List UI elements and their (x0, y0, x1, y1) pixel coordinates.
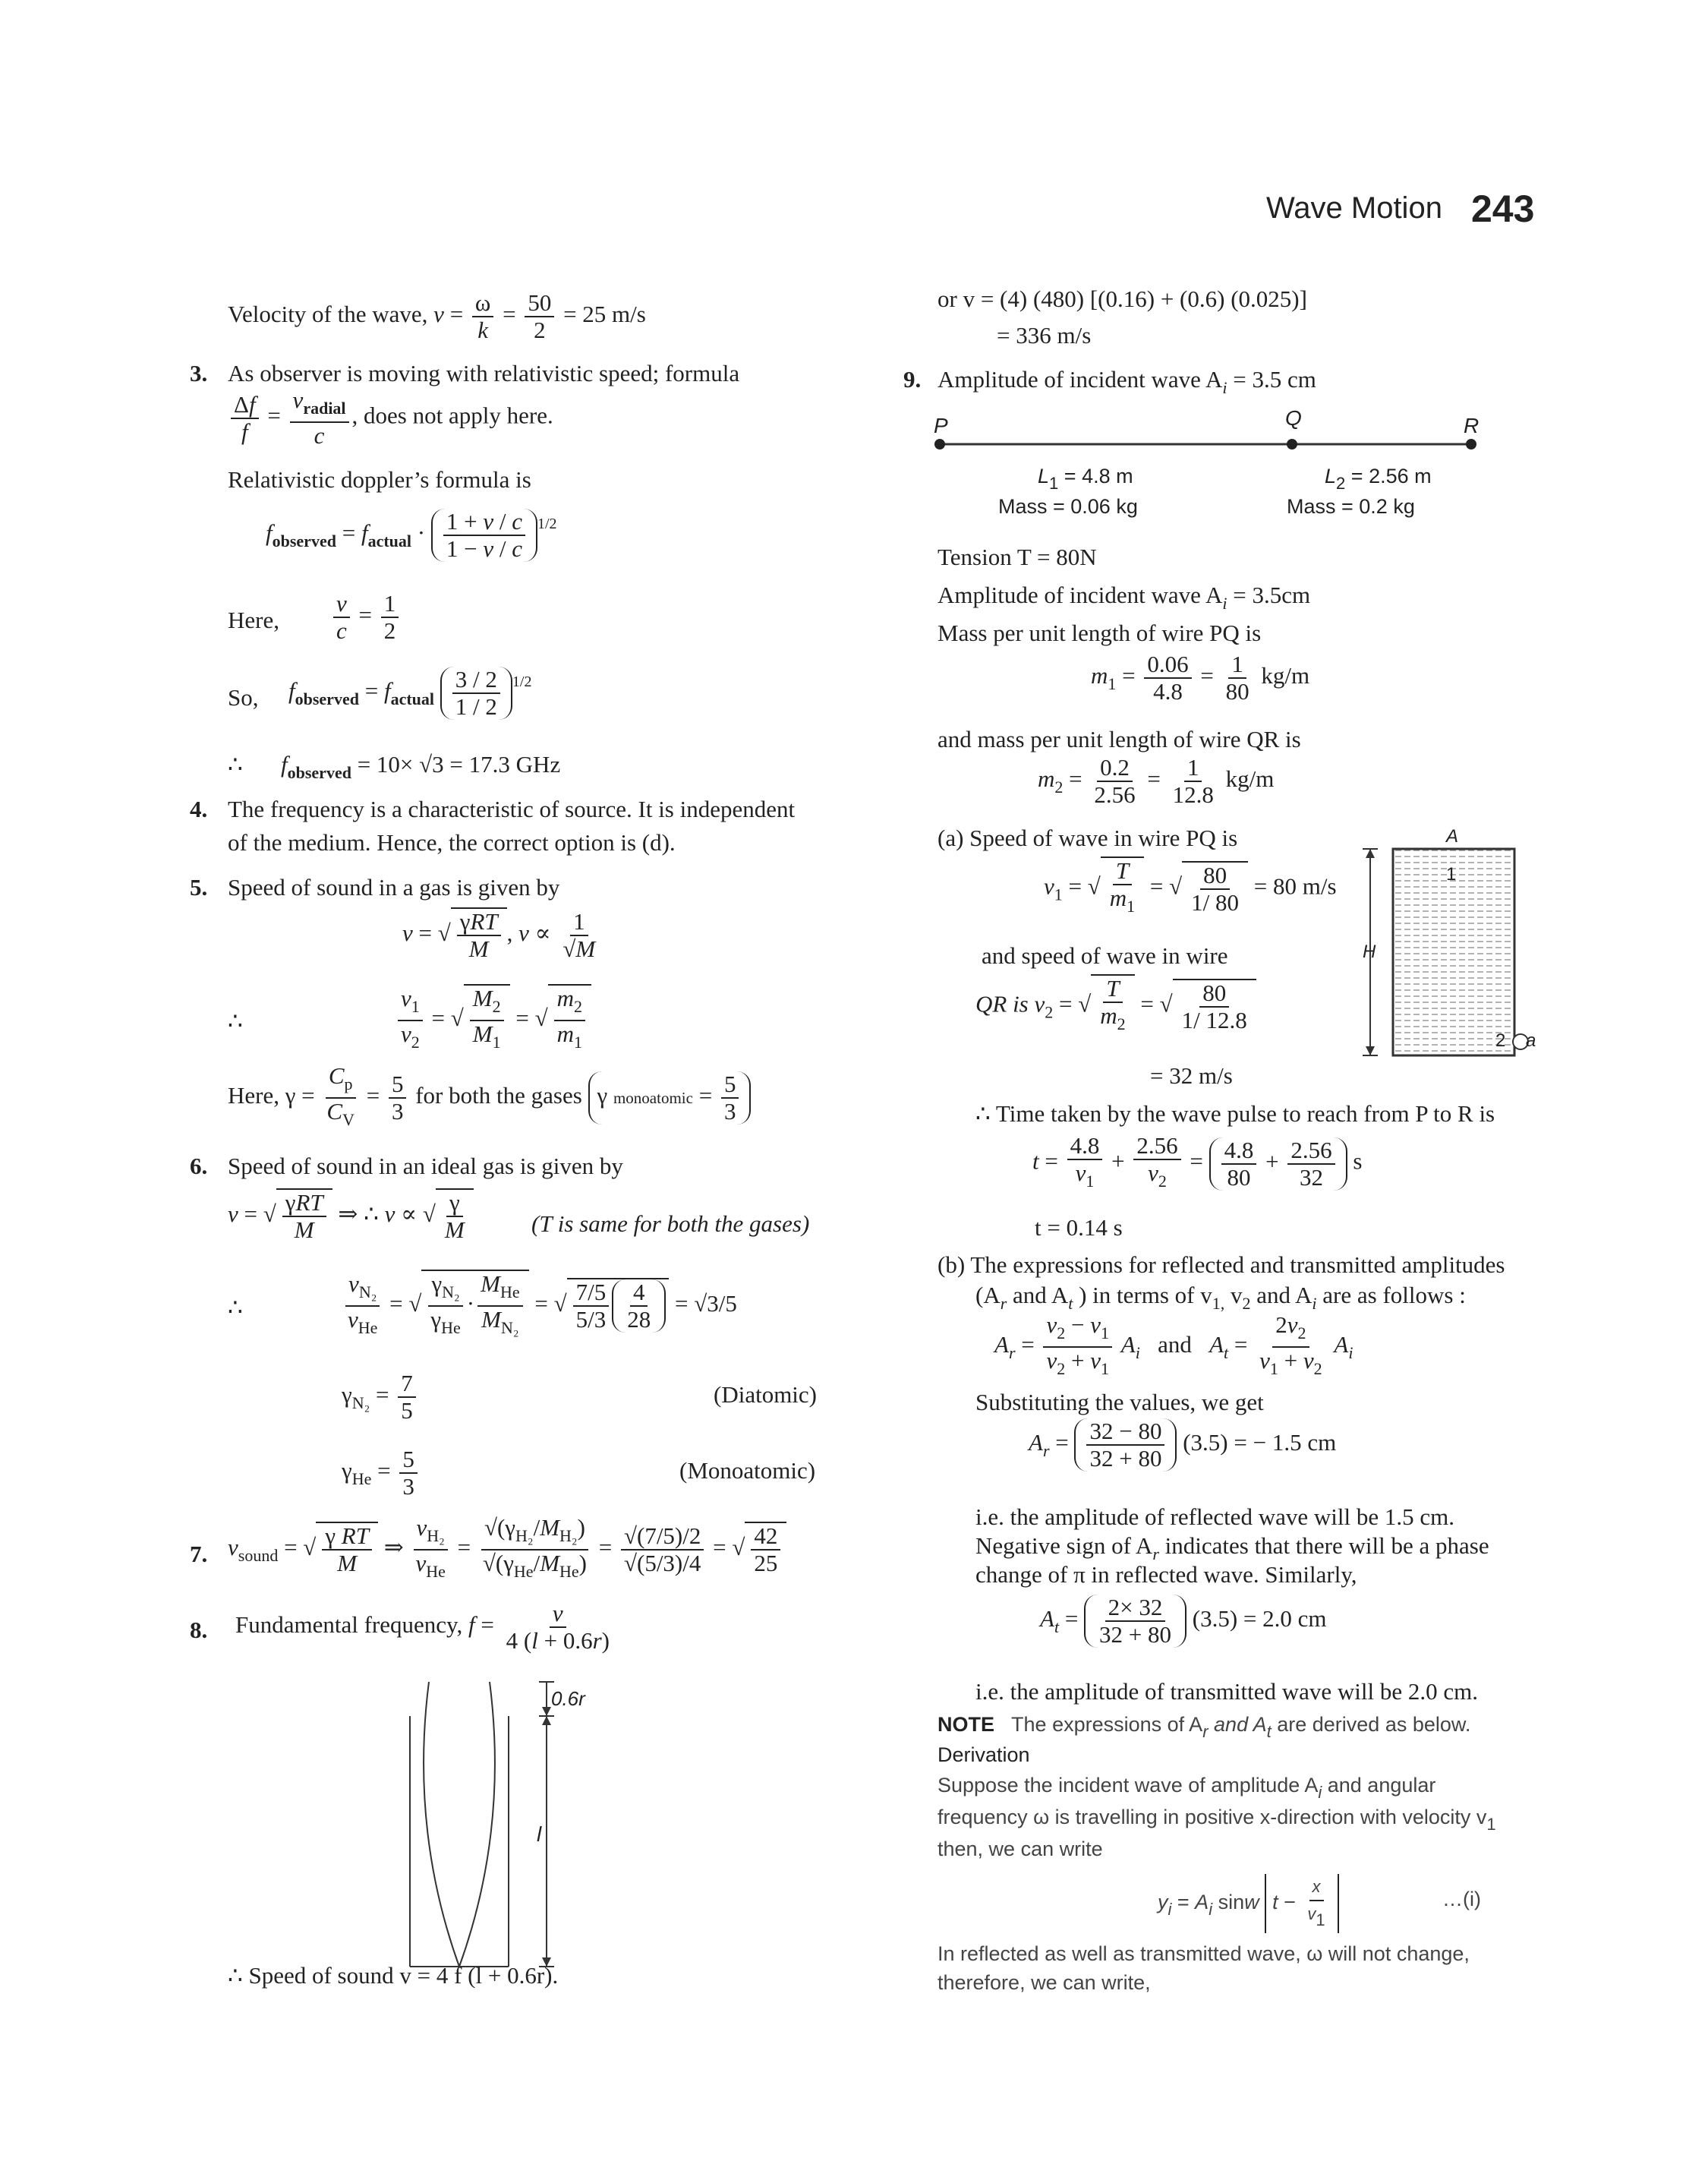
q3-text: As observer is moving with relativistic speed; formula (228, 360, 740, 386)
q9-amp: Amplitude of incident wave $A_i = 3.5$ cm (938, 366, 1316, 397)
tank-a: A (1446, 826, 1459, 847)
q7-formula: $v_{sound}$ = √ $\frac{\text{γ RT}}{M}$ ⇒ $\frac{v_{H_2}}{v_{He}}$ = $\frac{√(\gamma_{H_2}/M_{H_2})}{√(\gamma_{He}/M_{He})}$ = $\frac{√(7/5)/2}{√(5/3)/4}$ = √ $\frac{42}{25}$ (228, 1515, 786, 1585)
q6-formula: v = √ $\frac{\text{γRT}}{M}$ ⇒ ∴ v ∝ √ $\frac{\gamma}{M}$ (228, 1188, 474, 1243)
time-line: ∴ Time taken by the wave pulse to reach from P to R is (975, 1100, 1495, 1127)
q8-formula: Fundamental frequency, f = $\frac{v}{4 (l + 0.6r)}$ (235, 1600, 610, 1654)
tension: Tension T = 80N (938, 544, 1097, 570)
q5-formula: v = √ $\frac{\text{γRT}}{M}$ , v ∝ $\frac{1}{√M}$ (402, 908, 596, 962)
mass-qr: and mass per unit length of wire QR is (938, 726, 1301, 752)
q3-relativistic: Relativistic doppler’s formula is (228, 466, 531, 493)
amp-2: Amplitude of incident wave $A_i = 3.5cm$ (938, 582, 1311, 613)
or-line-2: = 336 m/s (997, 322, 1092, 349)
q5-ratio: $\frac{v_1}{v_2}$ = √ $\frac{M_2}{M_1}$ = √ $\frac{m_2}{m_1}$ (395, 984, 591, 1055)
point-r: R (1464, 414, 1480, 437)
q5-therefore: ∴ (228, 1008, 243, 1034)
tank-h: H (1363, 942, 1376, 962)
fig-l-label: l (537, 1822, 542, 1846)
q4-number: 4. (190, 796, 208, 822)
and-speed: and speed of wave in wire (982, 942, 1228, 969)
page-number: 243 (1471, 188, 1535, 230)
v1-formula: $v_1$ = √ $\frac{T}{m_1}$ = √ $\frac{80}{1/ 80}$ = 80 m/s (1044, 856, 1337, 920)
deriv-line-4: In reflected as well as transmitted wave, ω will not change, (938, 1942, 1470, 1965)
label-mass1: Mass = 0.06 kg (998, 495, 1138, 518)
q6-ratio: $\frac{v_{N_2}}{v_{He}}$ = √ $\frac{\gamma_{N_2}}{\gamma_{He}}$ · $\frac{M_{He}}{M_{N_2}}$ = √ $\frac{7/5}{5/3}$ $\frac{4}{28}$ = √3/5 (342, 1270, 737, 1341)
label-l1: $L_1 = 4.8$ m (1038, 465, 1133, 493)
ie-1a: i.e. the amplitude of reflected wave will be 1.5 cm. (975, 1503, 1454, 1530)
point-q: Q (1285, 406, 1302, 430)
m1-formula: $m_1$ = $\frac{0.06}{4.8}$ = $\frac{1}{80}$ kg/m (1091, 651, 1310, 705)
t-result: t = 0.14 s (1035, 1214, 1123, 1241)
running-title: Wave Motion (1266, 191, 1442, 225)
q6-number: 6. (190, 1153, 208, 1179)
at-result: $A_t$ = $\frac{2\times 32}{32 + 80}$ (3.5) = 2.0 cm (1040, 1594, 1327, 1648)
b-line-2: ($A_r$ and $A_t$ ) in terms of $v_{1,}$ $v_2$ and $A_i$ are as follows : (975, 1282, 1466, 1313)
q6-therefore: ∴ (228, 1294, 243, 1320)
deriv-line-3: then, we can write (938, 1838, 1103, 1860)
q3-number: 3. (190, 360, 208, 386)
monoatomic-label: (Monoatomic) (679, 1457, 816, 1484)
q8-result: ∴ Speed of sound v = 4 f (l + 0.6r). (228, 1962, 559, 1989)
substituting: Substituting the values, we get (975, 1389, 1264, 1415)
deriv-line-1: Suppose the incident wave of amplitude $A_i$ and angular (938, 1774, 1436, 1802)
derivation-heading: Derivation (938, 1743, 1030, 1766)
ie-1c: change of π in reflected wave. Similarly, (975, 1561, 1357, 1588)
v2-result: = 32 m/s (1150, 1062, 1233, 1089)
tank-1: 1 (1446, 864, 1457, 885)
mass-pq: Mass per unit length of wire PQ is (938, 620, 1262, 646)
here-label: Here, (228, 607, 279, 633)
q5-number: 5. (190, 874, 208, 901)
diatomic-label: (Diatomic) (714, 1381, 818, 1408)
q4-text-a: The frequency is a characteristic of source. It is independent (228, 796, 796, 822)
gamma-n2: $\gamma_{N_2}$ = $\frac{7}{5}$ (342, 1371, 419, 1424)
q5-text: Speed of sound in a gas is given by (228, 874, 560, 901)
q8-number: 8. (190, 1617, 208, 1643)
therefore-symbol: ∴ (228, 751, 243, 778)
so-label: So, (228, 684, 259, 711)
note-line: NOTE The expressions of $A_r$ and $A_t$ are derived as below. (938, 1713, 1471, 1741)
q6-note: (T is same for both the gases) (531, 1210, 810, 1237)
q7-number: 7. (190, 1541, 208, 1567)
q9-number: 9. (903, 366, 922, 393)
ar-at-formula: $A_r$ = $\frac{v_2 - v_1}{v_2 + v_1}$ $A_i$ and $A_t$ = $\frac{2v_2}{v_1 + v_2}$ $A_i$ (994, 1311, 1353, 1378)
label-mass2: Mass = 0.2 kg (1287, 495, 1415, 518)
q6-text: Speed of sound in an ideal gas is given by (228, 1153, 623, 1179)
tank-2: 2 (1495, 1030, 1506, 1051)
here-frac: $\frac{v}{c}$ = $\frac{1}{2}$ (330, 591, 402, 644)
v2-formula: QR is $v_2$ = √ $\frac{T}{m_2}$ = √ $\frac{80}{1/ 12.8}$ (975, 974, 1256, 1037)
ar-result: $A_r$ = $\frac{32 - 80}{32 + 80}$ (3.5) = − 1.5 cm (1029, 1418, 1337, 1472)
ie-1b: Negative sign of $A_r$ indicates that there will be a phase (975, 1532, 1489, 1563)
point-p: P (934, 414, 948, 437)
q5-here: Here, γ = $\frac{C_p}{C_V}$ = $\frac{5}{3}$ for both the gases γ monoatomic = $\frac{5}{3}$ (228, 1063, 751, 1133)
string-diagram (934, 425, 1495, 463)
q4-text-b: of the medium. Hence, the correct option is (d). (228, 829, 676, 856)
gamma-he: $\gamma_{He}$ = $\frac{5}{3}$ (342, 1446, 421, 1500)
q3-formula-2: $f_{observed} = f_{actual}$ · $\frac{1 + v / c}{1 - v / c}$ $^{1/2}$ (266, 507, 557, 562)
yi-equation: $y_i = A_i$ sinw t − $\frac{x}{v1}$ (1158, 1874, 1339, 1933)
label-l2: $L_2 = 2.56$ m (1325, 465, 1432, 493)
q3-formula: $\frac{\Delta f}{f}$ = $\frac{v_{radial}}{c}$ , does not apply here. (228, 387, 553, 449)
q3-result: $f_{observed} = 10\times √3 = 17.3$ GHz (281, 751, 561, 782)
or-line: or v = (4) (480) [(0.16) + (0.6) (0.025)] (938, 285, 1307, 312)
so-formula: $f_{observed} = f_{actual}$ $\frac{3 / 2}{1 / 2}$ $^{1/2}$ (288, 665, 532, 720)
deriv-line-5: therefore, we can write, (938, 1971, 1151, 1994)
time-formula: t = $\frac{4.8}{v_1}$ + $\frac{2.56}{v_2}$ = $\frac{4.8}{80}$ + $\frac{2.56}{32}$ s (1032, 1132, 1363, 1191)
equation-number: …(i) (1442, 1888, 1481, 1910)
m2-formula: $m_2$ = $\frac{0.2}{2.56}$ = $\frac{1}{12.8}$ kg/m (1038, 754, 1275, 808)
deriv-line-2: frequency ω is travelling in positive x-direction with velocity $v_1$ (938, 1806, 1496, 1834)
ie-2: i.e. the amplitude of transmitted wave will be 2.0 cm. (975, 1678, 1479, 1705)
b-line-1: (b) The expressions for reflected and transmitted amplitudes (938, 1251, 1505, 1278)
fig-06r-label: 0.6r (551, 1687, 585, 1710)
a-speed: (a) Speed of wave in wire PQ is (938, 825, 1238, 851)
tank-a-small: a (1526, 1030, 1536, 1051)
velocity-line: Velocity of the wave, v = $\frac{\omega}{k}$ = $\frac{50}{2}$ = 25 m/s (228, 289, 646, 343)
pipe-diagram (395, 1678, 638, 1974)
